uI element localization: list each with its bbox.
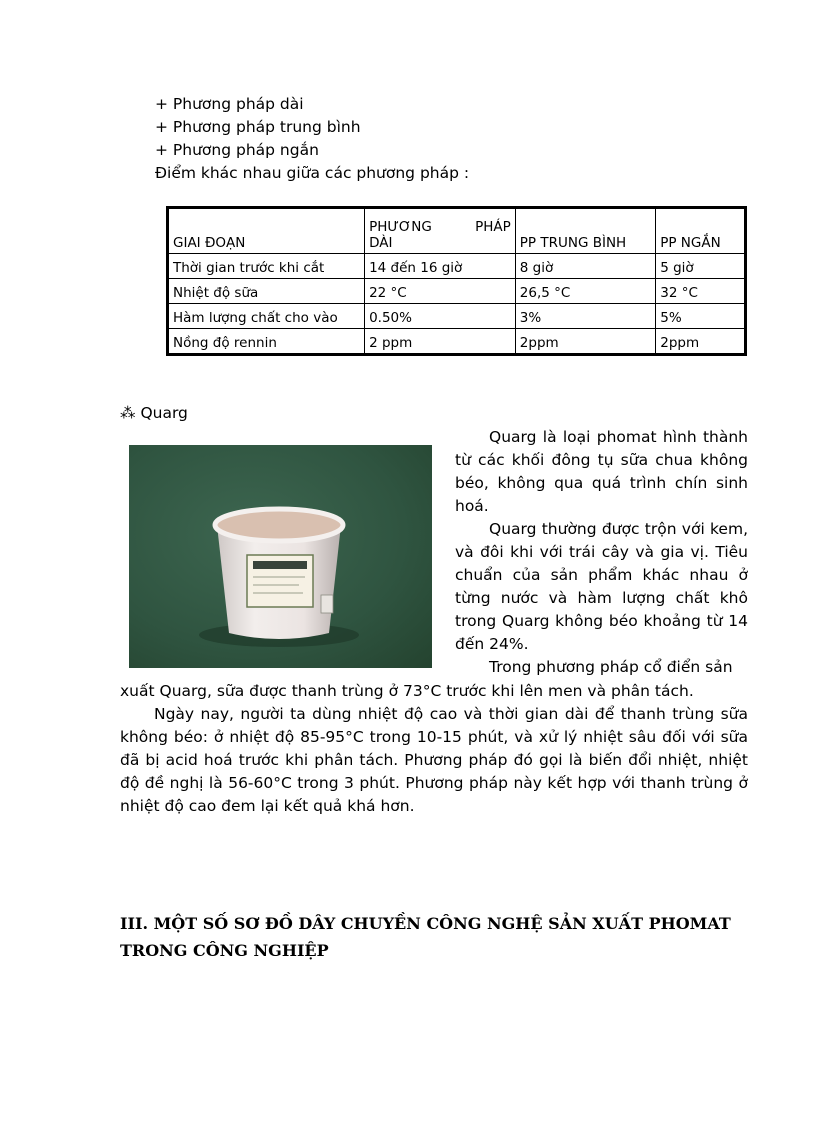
table-cell: 14 đến 16 giờ (365, 254, 516, 279)
method-medium: + Phương pháp trung bình (155, 118, 361, 136)
quarg-paragraph-3-start: Trong phương pháp cổ điển sản (489, 658, 733, 676)
table-cell: 3% (515, 304, 655, 329)
table-cell: 32 °C (656, 279, 746, 304)
table-row (168, 329, 746, 355)
quarg-title: Quarg (140, 404, 188, 422)
comparison-table (166, 206, 747, 356)
diff-intro: Điểm khác nhau giữa các phương pháp : (155, 164, 470, 182)
table-cell: Nồng độ rennin (168, 329, 365, 355)
header-medium-method: PP TRUNG BÌNH (515, 208, 655, 254)
header-long-word2: PHÁP (475, 219, 511, 235)
header-stage: GIAI ĐOẠN (168, 208, 365, 254)
method-long: + Phương pháp dài (155, 95, 304, 113)
table-cell: 0.50% (365, 304, 516, 329)
table-cell: Thời gian trước khi cắt (168, 254, 365, 279)
quarg-paragraph-2: Quarg thường được trộn với kem, và đôi khi với trái cây và gia vị. Tiêu chuẩn của sản phẩm khác nhau ở từng nước và hàm lượng chất khô trong Quarg không béo khoảng từ 14 đến 24%. (455, 520, 748, 653)
table-cell: 22 °C (365, 279, 516, 304)
header-long-method (365, 208, 516, 254)
section-heading: III. MỘT SỐ SƠ ĐỒ DÂY CHUYỀN CÔNG NGHỆ SẢN XUẤT PHOMAT TRONG CÔNG NGHIỆP (120, 914, 731, 960)
asterism-icon: ⁂ (120, 404, 136, 422)
quarg-paragraph-3-end: xuất Quarg, sữa được thanh trùng ở 73°C trước khi lên men và phân tách. (120, 682, 694, 700)
header-long-word3: DÀI (369, 235, 393, 251)
table-cell: Hàm lượng chất cho vào (168, 304, 365, 329)
table-cell: Nhiệt độ sữa (168, 279, 365, 304)
table-cell: 8 giờ (515, 254, 655, 279)
table-cell: 5% (656, 304, 746, 329)
table-cell: 5 giờ (656, 254, 746, 279)
table-cell: 2ppm (656, 329, 746, 355)
quarg-heading (120, 404, 188, 422)
quarg-product-photo (129, 445, 432, 668)
table-cell: 2 ppm (365, 329, 516, 355)
table-header-row (168, 208, 746, 254)
quarg-paragraph-1: Quarg là loại phomat hình thành từ các khối đông tụ sữa chua không béo, không qua quá trình chín sinh hoá. (455, 428, 748, 515)
header-short-method: PP NGẮN (656, 208, 746, 254)
quarg-paragraph-4: Ngày nay, người ta dùng nhiệt độ cao và thời gian dài để thanh trùng sữa không béo: ở nhiệt độ 85-95°C trong 10-15 phút, và xử lý nhiệt sâu đối với sữa đã bị acid hoá trước khi phân tách. Phương pháp đó gọi là biến đổi nhiệt, nhiệt độ đề nghị là 56-60°C trong 3 phút. Phương pháp này kết hợp với thanh trùng ở nhiệt độ cao đem lại kết quả khá hơn. (120, 705, 748, 815)
table-row (168, 254, 746, 279)
table-cell: 26,5 °C (515, 279, 655, 304)
header-long-word1: PHƯƠNG (369, 219, 432, 235)
table-row (168, 304, 746, 329)
table-row (168, 279, 746, 304)
quarg-text-column (455, 426, 748, 679)
table-cell: 2ppm (515, 329, 655, 355)
method-short: + Phương pháp ngắn (155, 141, 319, 159)
